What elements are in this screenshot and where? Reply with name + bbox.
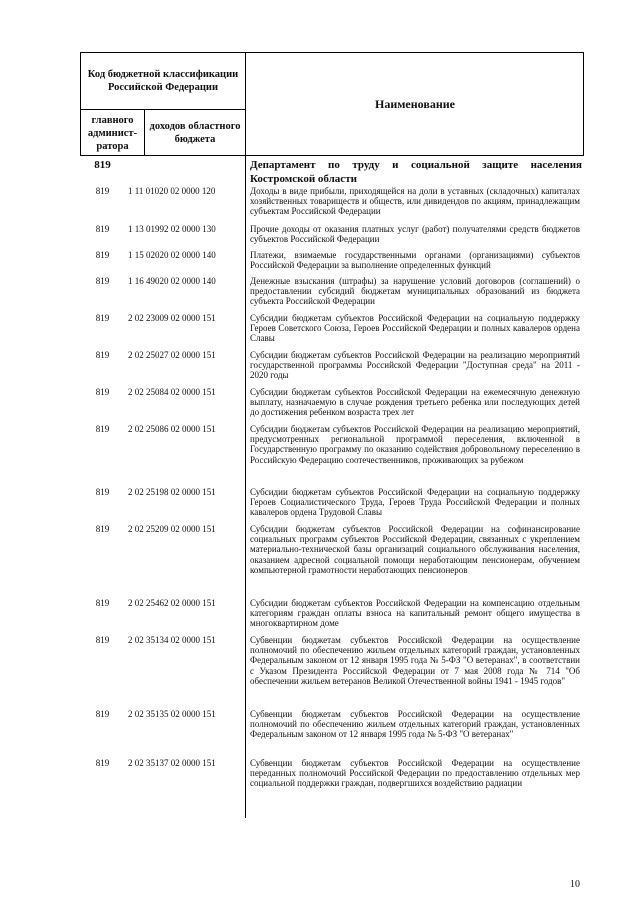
row-name: Субсидии бюджетам субъектов Российской Федерации на ежемесячную денежную выплату, назначаемую в случае рождения третьего ребенка или последующих детей до достижения ребенком возраста трех лет [250,387,580,418]
row-name: Субсидии бюджетам субъектов Российской Федерации на софинансирование социальных программ субъектов Российской Федерации, связанных с укреплением материально-технической базы организаций социального обслуживания населения, оказанием адресной социальной помощи неработающим пенсионерам, обучением компьютерной грамотности неработающих пенсионеров [250,524,580,575]
row-income-code: 2 02 25084 02 0000 151 [128,387,216,397]
row-admin-code: 819 [95,635,110,645]
row-income-code: 1 11 01020 02 0000 120 [128,186,216,196]
row-admin-code: 819 [95,350,110,360]
header-name-column: Наименование [375,97,455,111]
department-name: Департамент по труду и социальной защите населения Костромской области [250,159,582,185]
row-admin-code: 819 [95,709,110,719]
row-income-code: 1 16 49020 02 0000 140 [128,276,216,286]
header-group-label: Код бюджетной классификации Российской Федерации [87,69,239,93]
row-admin-code: 819 [95,487,110,497]
row-admin-code: 819 [95,758,110,768]
row-income-code: 2 02 35134 02 0000 151 [128,635,216,645]
row-name: Субвенции бюджетам субъектов Российской Федерации на осуществление полномочий по обеспечению жильем отдельных категорий граждан, установленных Федеральным законом от 12 января 1995 года № 5-ФЗ "О ветеранах", в соответствии с Указом Президента Российской Федерации от 7 мая 2008 года № 714 "Об обеспечении жильем ветеранов Великой Отечественной войны 1941 - 1945 годов" [250,635,580,686]
row-name: Платежи, взимаемые государственными органами (организациями) субъектов Российской Федерации за выполнение определенных функций [250,250,580,271]
row-income-code: 1 13 01992 02 0000 130 [128,224,216,234]
row-admin-code: 819 [95,424,110,434]
row-name: Субсидии бюджетам субъектов Российской Федерации на социальную поддержку Героев Социалистического Труда, Героев Труда Российской Федерации и полных кавалеров ордена Трудовой Славы [250,487,580,518]
row-name: Прочие доходы от оказания платных услуг (работ) получателями средств бюджетов субъектов Российской Федерации [250,224,580,245]
row-income-code: 2 02 25198 02 0000 151 [128,487,216,497]
row-name: Субсидии бюджетам субъектов Российской Федерации на социальную поддержку Героев Советского Союза, Героев Российской Федерации и полных кавалеров ордена Славы [250,313,580,344]
row-name: Субсидии бюджетам субъектов Российской Федерации на реализацию мероприятий государственной программы Российской Федерации "Доступная среда" на 2011 - 2020 годы [250,350,580,381]
row-admin-code: 819 [95,524,110,534]
row-admin-code: 819 [95,224,110,234]
row-name: Субвенции бюджетам субъектов Российской Федерации на осуществление переданных полномочий Российской Федерации по предоставлению отдельных мер социальной поддержки граждан, подвергшихся воздействию радиации [250,758,580,789]
row-income-code: 2 02 25086 02 0000 151 [128,424,216,434]
row-admin-code: 819 [95,387,110,397]
table-header [80,52,584,156]
row-income-code: 2 02 23009 02 0000 151 [128,313,216,323]
header-income-column: доходов областного бюджета [149,121,241,145]
department-code: 819 [94,159,111,171]
row-name: Субвенции бюджетам субъектов Российской Федерации на осуществление полномочий по обеспечению жильем отдельных категорий граждан, установленных Федеральным законом от 12 января 1995 года № 5-ФЗ "О ветеранах" [250,709,580,740]
row-admin-code: 819 [95,313,110,323]
row-admin-code: 819 [95,250,110,260]
row-admin-code: 819 [95,276,110,286]
page-number: 10 [570,879,580,890]
row-income-code: 1 15 02020 02 0000 140 [128,250,216,260]
row-income-code: 2 02 35137 02 0000 151 [128,758,216,768]
row-admin-code: 819 [95,186,110,196]
row-income-code: 2 02 35135 02 0000 151 [128,709,216,719]
row-name: Доходы в виде прибыли, приходящейся на доли в уставных (складочных) капиталах хозяйственных товариществ и обществ, или дивидендов по акциям, принадлежащим субъектам Российской Федерации [250,186,580,217]
row-income-code: 2 02 25462 02 0000 151 [128,598,216,608]
row-income-code: 2 02 25027 02 0000 151 [128,350,216,360]
row-name: Денежные взыскания (штрафы) за нарушение условий договоров (соглашений) о предоставлении субсидий бюджетам муниципальных образований из бюджета субъекта Российской Федерации [250,276,580,307]
header-admin-column: главного админист-ратора [87,114,138,152]
row-income-code: 2 02 25209 02 0000 151 [128,524,216,534]
row-name: Субсидии бюджетам субъектов Российской Федерации на компенсацию отдельным категориям граждан оплаты взноса на капитальный ремонт общего имущества в многоквартирном доме [250,598,580,629]
column-divider [245,156,246,818]
row-name: Субсидии бюджетам субъектов Российской Федерации на реализацию мероприятий, предусмотренных региональной программой переселения, включенной в Государственную программу по оказанию содействия добровольному переселению в Российскую Федерацию соотечественников, проживающих за рубежом [250,424,580,465]
row-admin-code: 819 [95,598,110,608]
